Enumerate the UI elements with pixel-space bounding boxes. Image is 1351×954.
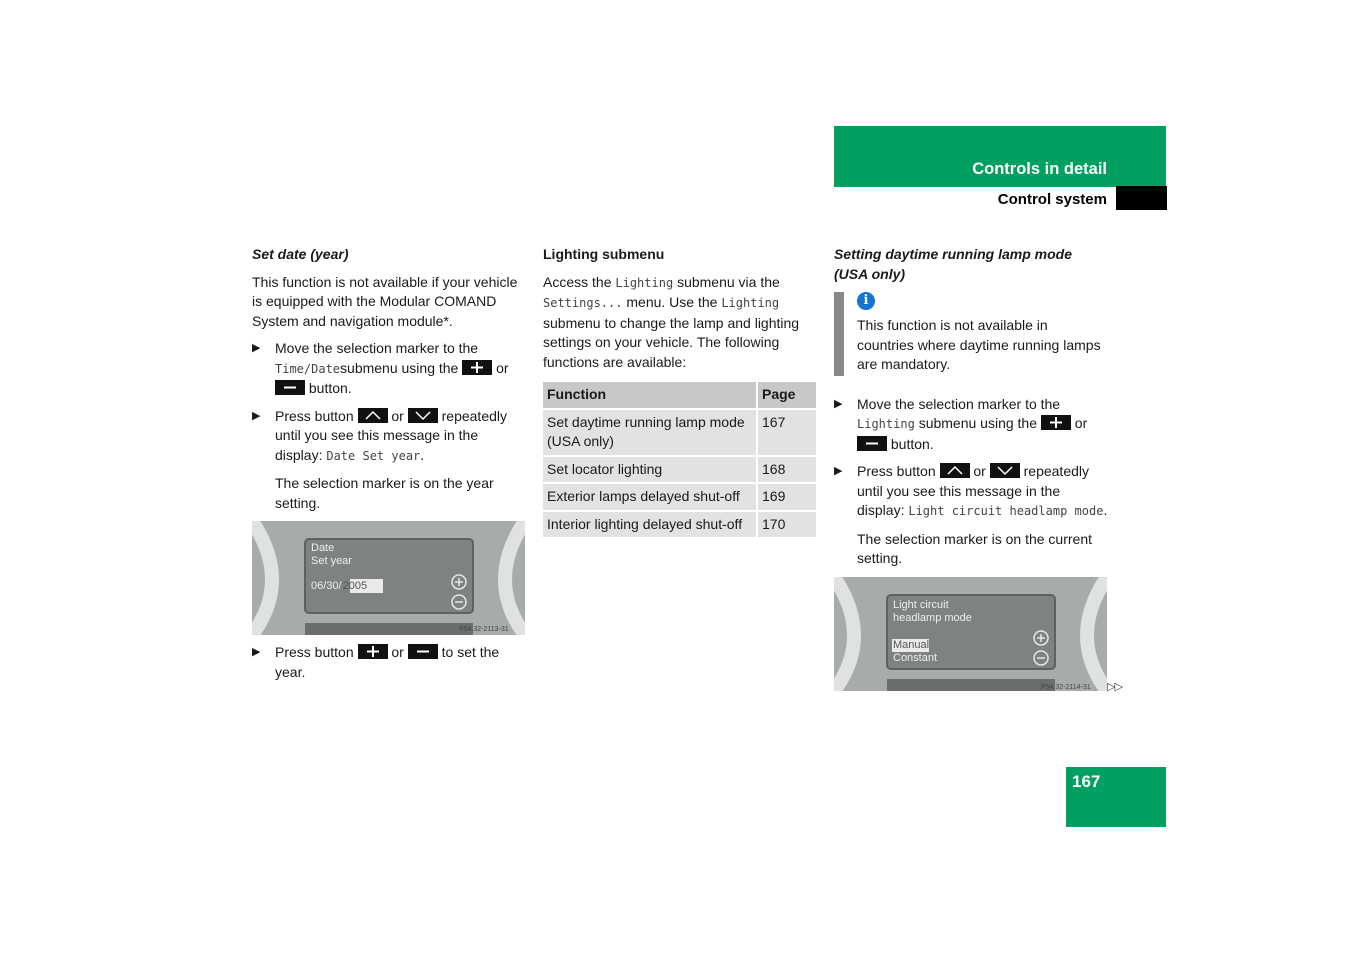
column-daytime-running-lamp xyxy=(834,245,1108,699)
lighting-paragraph: Access the Lighting submenu via the Settings... menu. Use the Lighting submenu to change the lamp and lighting settings on your vehicle. The following functions are available: xyxy=(543,273,800,370)
column-set-date xyxy=(252,245,526,690)
minus-icon xyxy=(408,644,438,659)
subsection-title: Control system xyxy=(997,191,1107,208)
plus-icon xyxy=(462,360,492,375)
header-black-tab xyxy=(1116,186,1167,210)
column-lighting-submenu xyxy=(543,245,817,539)
note-current-setting: The selection marker is on the current setting. xyxy=(857,530,1092,566)
display-line-1: Light circuit xyxy=(893,598,949,611)
table-row: Exterior lamps delayed shut-off 169 xyxy=(543,483,816,511)
triangle-bullet-icon: ▶ xyxy=(252,646,261,658)
table-row: Interior lighting delayed shut-off 170 xyxy=(543,511,816,539)
table-row: Set locator lighting 168 xyxy=(543,456,816,484)
heading-daytime-running-lamp: Setting daytime running lamp mode (USA only) xyxy=(834,246,1073,282)
step-press-button-lighting: ▶ Press button or repeatedly until you see this message in the display: Light circuit headlamp mode. xyxy=(834,463,1108,518)
display-option-constant: Constant xyxy=(893,651,938,664)
info-text: This function is not available in countries where daytime running lamps are mandatory. xyxy=(857,317,1101,372)
heading-lighting-submenu: Lighting submenu xyxy=(543,246,665,262)
section-title: Controls in detail xyxy=(972,160,1107,178)
minus-icon xyxy=(275,380,305,395)
functions-table xyxy=(543,382,816,539)
instrument-display-date xyxy=(252,521,525,635)
triangle-bullet-icon: ▶ xyxy=(834,397,843,410)
info-box xyxy=(834,292,1108,375)
step-press-button: ▶ Press button or repeatedly until you see this message in the display: Date Set year. xyxy=(252,407,508,463)
info-icon: i xyxy=(857,292,875,310)
display-line-2: headlamp mode xyxy=(893,611,972,624)
note-year: The selection marker is on the year setting. xyxy=(275,475,494,511)
triangle-bullet-icon: ▶ xyxy=(252,409,261,422)
step-move-marker: ▶ Move the selection marker to the Time/Datesubmenu using the or button. xyxy=(252,340,509,396)
display-line-1: Date xyxy=(311,542,335,554)
figure-code: P54.32-2114-31 xyxy=(1041,683,1091,691)
down-arrow-icon xyxy=(408,408,438,423)
minus-icon xyxy=(857,436,887,451)
continued-marker: ▷▷ xyxy=(1107,681,1122,693)
step-move-marker-lighting: ▶ Move the selection marker to the Lighting submenu using the or button. xyxy=(834,395,1088,452)
instrument-display-lighting xyxy=(834,577,1107,691)
table-row: Set daytime running lamp mode (USA only) 167 xyxy=(543,409,816,456)
page-number: 167 xyxy=(1072,772,1101,791)
heading-set-date: Set date (year) xyxy=(252,246,349,262)
intro-paragraph: This function is not available if your vehicle is equipped with the Modular COMAND System and navigation module*. xyxy=(252,273,518,329)
info-bar xyxy=(834,292,844,376)
table-header-row xyxy=(543,382,816,409)
table-header-function: Function xyxy=(543,382,757,409)
down-arrow-icon xyxy=(990,463,1020,478)
triangle-bullet-icon: ▶ xyxy=(834,465,843,477)
plus-icon xyxy=(358,644,388,659)
figure-code: P54.32-2113-31 xyxy=(459,626,509,633)
plus-icon xyxy=(1041,415,1071,430)
up-arrow-icon xyxy=(940,463,970,478)
table-header-page: Page xyxy=(757,382,816,409)
up-arrow-icon xyxy=(358,408,388,423)
display-option-manual: Manual xyxy=(893,638,930,651)
step-set-year: ▶ Press button or to set the year. xyxy=(252,644,500,680)
display-date-value: 06/30/2005 xyxy=(311,580,368,592)
triangle-bullet-icon: ▶ xyxy=(252,342,261,354)
display-line-2: Set year xyxy=(311,555,352,567)
